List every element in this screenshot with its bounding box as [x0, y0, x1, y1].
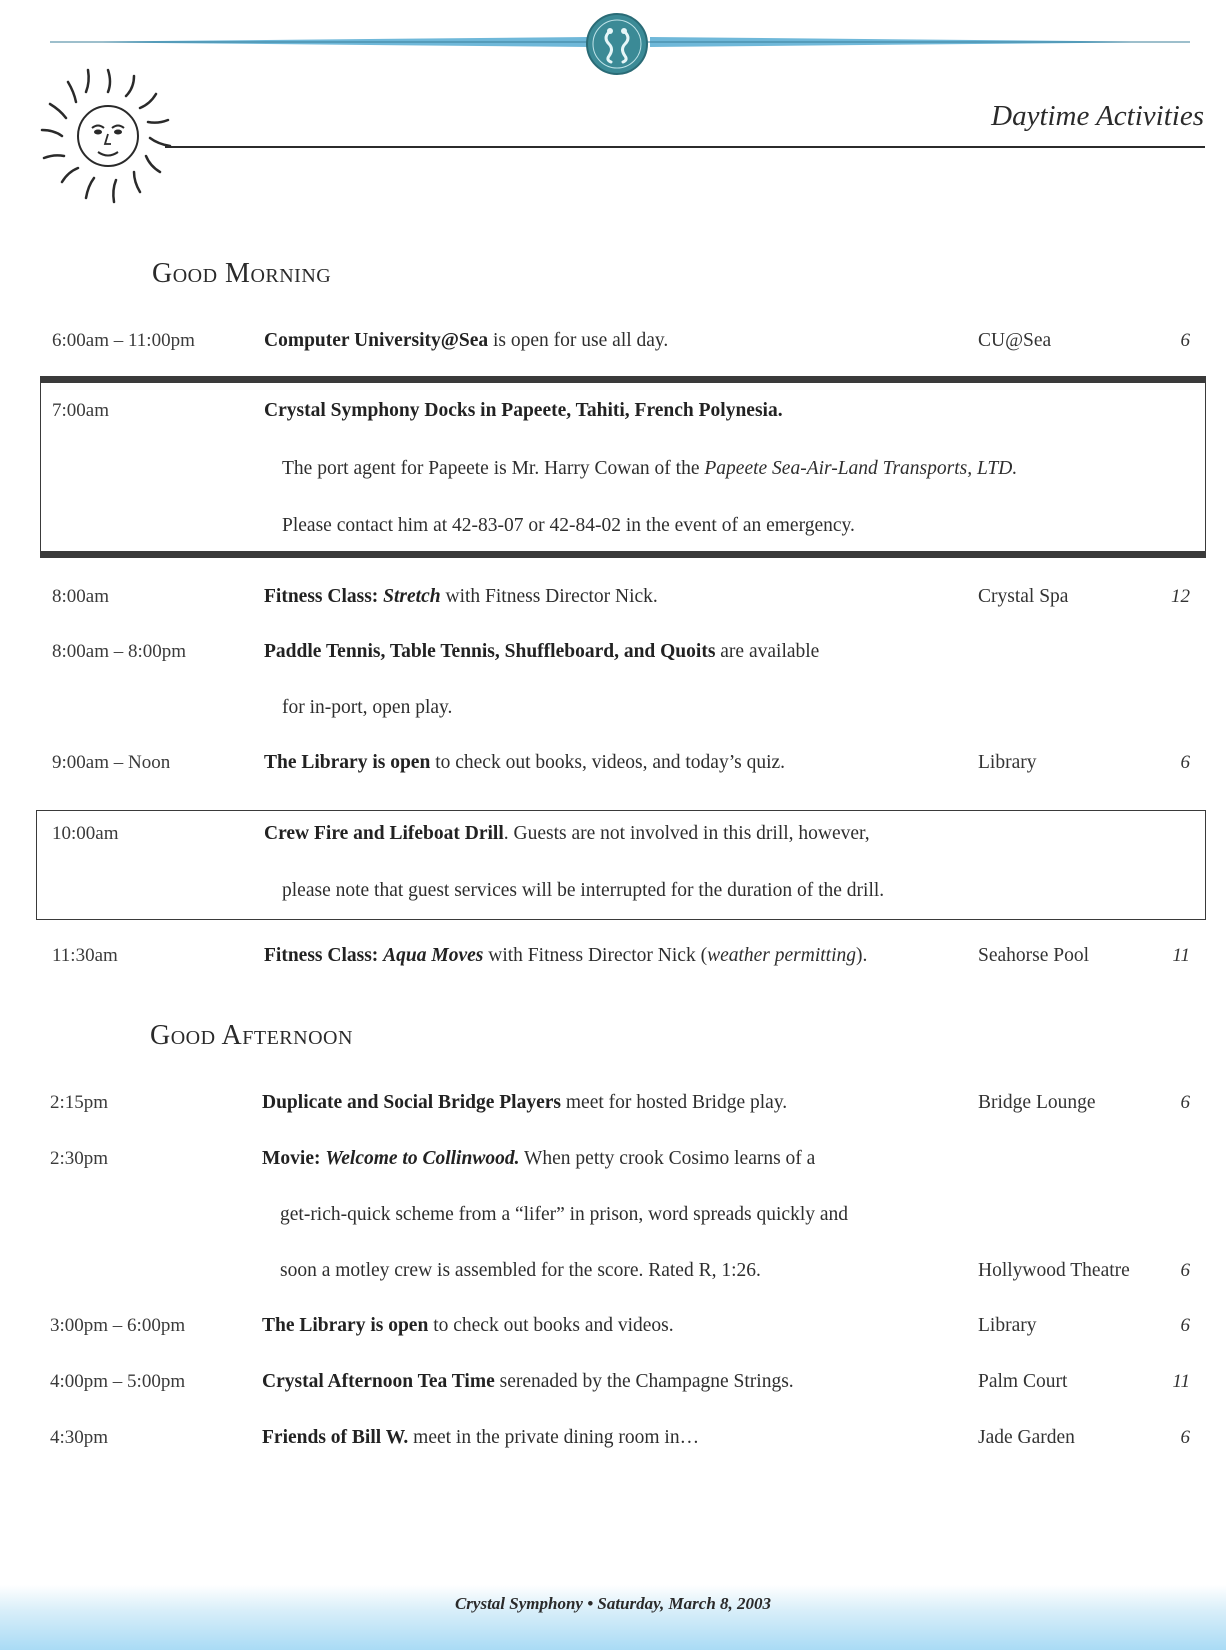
list-item	[0, 1315, 1226, 1365]
activity-time: 3:00pm – 6:00pm	[50, 1315, 186, 1336]
activity-description	[262, 1315, 674, 1337]
activity-title: Fitness Class:	[264, 586, 384, 607]
activity-description	[262, 1371, 794, 1393]
activity-description	[262, 1148, 815, 1170]
activity-time: 2:15pm	[50, 1092, 109, 1113]
activity-time: 10:00am	[52, 823, 119, 844]
sun-face-icon	[36, 62, 181, 212]
activity-text: The port agent for Papeete is Mr. Harry Cowan of the	[282, 458, 705, 479]
list-item	[0, 400, 1226, 450]
activity-text: meet for hosted Bridge play.	[561, 1092, 788, 1113]
section-heading-morning: Good Morning	[152, 258, 332, 289]
activity-title: Friends of Bill W.	[262, 1427, 409, 1448]
activity-continuation: for in-port, open play.	[282, 697, 453, 718]
list-item	[0, 945, 1226, 995]
activity-title: Paddle Tennis, Table Tennis, Shuffleboard, and Quoits	[264, 641, 716, 662]
header-rule	[165, 146, 1205, 148]
list-item	[0, 586, 1226, 636]
activity-description	[264, 330, 668, 352]
list-item	[0, 1148, 1226, 1198]
activity-title: Crystal Afternoon Tea Time	[262, 1371, 495, 1392]
activity-time: 4:30pm	[50, 1427, 109, 1448]
activity-text: are available	[715, 641, 820, 662]
list-item	[0, 1427, 1226, 1477]
activity-text: to check out books, videos, and today’s quiz.	[430, 752, 786, 773]
activity-description	[262, 1092, 787, 1114]
list-item	[0, 641, 1226, 691]
activity-description	[264, 400, 783, 422]
footer-text: Crystal Symphony • Saturday, March 8, 2003	[454, 1594, 772, 1613]
activity-deck: 6	[1180, 1092, 1190, 1113]
activity-location: Library	[978, 1315, 1037, 1336]
list-item	[0, 1092, 1226, 1142]
activity-location: Seahorse Pool	[978, 945, 1090, 966]
activity-time: 4:00pm – 5:00pm	[50, 1371, 186, 1392]
activity-time: 6:00am – 11:00pm	[52, 330, 195, 351]
activity-time: 8:00am – 8:00pm	[52, 641, 187, 662]
activity-text: serenaded by the Champagne Strings.	[494, 1371, 794, 1392]
activity-deck: 6	[1180, 330, 1190, 351]
activity-continuation: Please contact him at 42-83-07 or 42-84-02 in the event of an emergency.	[282, 515, 855, 536]
section-heading-afternoon: Good Afternoon	[150, 1020, 353, 1051]
activity-location: Hollywood Theatre	[978, 1260, 1130, 1281]
activity-time: 7:00am	[52, 400, 109, 421]
activity-text: is open for use all day.	[488, 330, 669, 351]
list-item	[0, 752, 1226, 802]
activity-location: CU@Sea	[978, 330, 1052, 351]
activity-continuation: soon a motley crew is assembled for the score. Rated R, 1:26.	[280, 1260, 761, 1281]
activity-deck: 6	[1180, 1260, 1190, 1281]
activity-deck: 6	[1180, 752, 1190, 773]
activity-title: Movie:	[262, 1148, 326, 1169]
activity-title: Fitness Class:	[264, 945, 384, 966]
page-title: Daytime Activities	[991, 100, 1204, 132]
activity-deck: 11	[1172, 1371, 1190, 1392]
activity-time: 11:30am	[52, 945, 118, 966]
activity-time: 9:00am – Noon	[52, 752, 171, 773]
activity-text: with Fitness Director Nick (	[483, 945, 708, 966]
activity-deck: 6	[1180, 1427, 1190, 1448]
activity-description	[264, 945, 867, 967]
activity-continuation: please note that guest services will be interrupted for the duration of the drill.	[282, 880, 885, 901]
activity-title: Computer University@Sea	[264, 330, 489, 351]
activity-note: weather permitting	[707, 945, 857, 966]
seahorse-medallion-icon	[585, 12, 649, 76]
activity-description	[264, 586, 658, 608]
activity-location: Bridge Lounge	[978, 1092, 1096, 1113]
list-item	[0, 1260, 1226, 1310]
activity-title: The Library is open	[264, 752, 431, 773]
activity-text: to check out books and videos.	[428, 1315, 674, 1336]
activity-location: Palm Court	[978, 1371, 1068, 1392]
activity-title: Crystal Symphony Docks in Papeete, Tahiti, French Polynesia.	[264, 400, 783, 421]
activity-text: meet in the private dining room in…	[408, 1427, 700, 1448]
activity-text: ).	[856, 945, 868, 966]
activity-location: Crystal Spa	[978, 586, 1069, 607]
activity-time: 8:00am	[52, 586, 109, 607]
activity-description	[264, 823, 870, 845]
agent-company-name: Papeete Sea-Air-Land Transports, LTD.	[704, 458, 1018, 479]
activity-continuation	[282, 458, 1017, 480]
activity-deck: 11	[1172, 945, 1190, 966]
activity-location: Library	[978, 752, 1037, 773]
activity-title: Crew Fire and Lifeboat Drill	[264, 823, 504, 844]
list-item	[0, 1371, 1226, 1421]
activity-title: Duplicate and Social Bridge Players	[262, 1092, 561, 1113]
activity-title: The Library is open	[262, 1315, 429, 1336]
list-item	[0, 330, 1226, 380]
class-name: Stretch	[383, 586, 441, 607]
activity-continuation: get-rich-quick scheme from a “lifer” in prison, word spreads quickly and	[280, 1204, 849, 1225]
activity-time: 2:30pm	[50, 1148, 109, 1169]
activity-deck: 6	[1180, 1315, 1190, 1336]
activity-description	[262, 1427, 699, 1449]
activity-description	[264, 641, 819, 663]
activity-text: When petty crook Cosimo learns of a	[519, 1148, 816, 1169]
movie-title: Welcome to Collinwood.	[325, 1148, 520, 1169]
list-item	[0, 823, 1226, 873]
activity-deck: 12	[1171, 586, 1190, 607]
class-name: Aqua Moves	[383, 945, 484, 966]
activity-text: with Fitness Director Nick.	[440, 586, 658, 607]
activity-description	[264, 752, 785, 774]
activity-text: . Guests are not involved in this drill, however,	[503, 823, 870, 844]
activity-location: Jade Garden	[978, 1427, 1075, 1448]
